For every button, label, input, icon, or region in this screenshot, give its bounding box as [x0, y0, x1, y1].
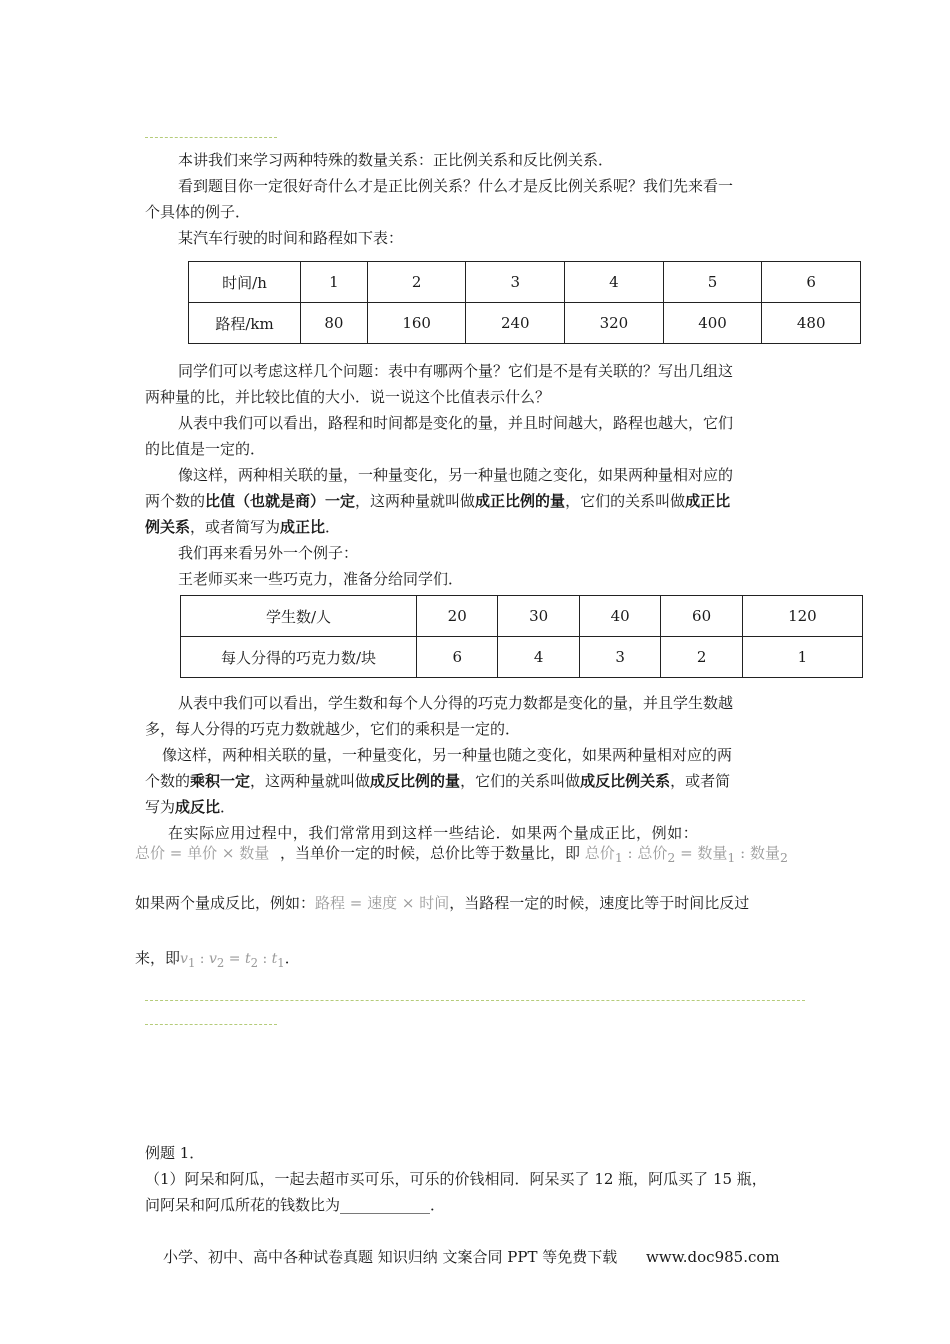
example-intro-2: 王老师买来一些巧克力，准备分给同学们．: [178, 570, 464, 588]
text: ．: [220, 798, 236, 816]
text: ．: [325, 518, 341, 536]
direct-observation-2: 的比值是一定的．: [145, 440, 266, 458]
time-distance-table: [188, 261, 861, 344]
footer-link[interactable]: www.doc985.com: [646, 1248, 780, 1266]
table-cell: 60: [661, 596, 742, 637]
direct-definition-1: 像这样，两种相关联的量，一种量变化，另一种量也随之变化，如果两种量相对应的: [178, 466, 734, 484]
key-term: 成正比: [685, 492, 731, 510]
math-subscript: 1: [614, 850, 623, 865]
direct-question-2: 两种量的比，并比较比值的大小．说一说这个比值表示什么？: [145, 388, 551, 406]
inverse-definition-1: 像这样，两种相关联的量，一种量变化，另一种量也随之变化，如果两种量相对应的两: [162, 746, 733, 764]
intro-paragraph-2a: 看到题目你一定很好奇什么才是正比例关系？什么才是反比例关系呢？我们先来看一: [178, 177, 734, 195]
text: ，这两种量就叫做: [250, 772, 371, 790]
text: ，或者简: [670, 772, 731, 790]
table-header-cell: 路程/km: [189, 303, 301, 344]
direct-definition-2: [145, 488, 730, 514]
text: 来，即: [135, 949, 181, 967]
formula-price-ratio: [584, 844, 788, 865]
math-term: 总价: [584, 844, 615, 862]
math-subscript: 2: [667, 850, 676, 865]
inverse-observation-2: 多，每人分得的巧克力数就越少，它们的乘积是一定的．: [145, 720, 521, 738]
table-cell: 6: [762, 262, 861, 303]
key-term: 成反比例关系: [580, 772, 671, 790]
table-cell: 30: [498, 596, 579, 637]
table-cell: 400: [663, 303, 762, 344]
inverse-observation-1: 从表中我们可以看出，学生数和每个人分得的巧克力数都是变化的量，并且学生数越: [178, 694, 734, 712]
footer-text: 小学、初中、高中各种试卷真题 知识归纳 文案合同 PPT 等免费下载: [163, 1248, 618, 1266]
intro-paragraph-2b: 个具体的例子．: [145, 203, 251, 221]
math-subscript: 2: [779, 850, 788, 865]
text: ．: [430, 1196, 446, 1214]
direct-observation-1: 从表中我们可以看出，路程和时间都是变化的量，并且时间越大，路程也越大，它们: [178, 414, 734, 432]
table-cell: 2: [367, 262, 466, 303]
table-cell: 2: [661, 637, 742, 678]
application-4: [135, 945, 300, 976]
table-cell: 5: [663, 262, 762, 303]
math-term: : 总价: [622, 844, 668, 862]
table-cell: 6: [417, 637, 498, 678]
example-title: 例题 1．: [145, 1144, 205, 1162]
text: ，当单价一定的时候，总价比等于数量比，即: [280, 844, 581, 862]
inverse-definition-3: [145, 794, 235, 820]
example-question-2: [145, 1192, 445, 1218]
application-2: [135, 840, 788, 871]
key-term: 例关系: [145, 518, 191, 536]
key-term: 成反比: [175, 798, 221, 816]
text: ，或者简写为: [190, 518, 281, 536]
text: ，这两种量就叫做: [355, 492, 476, 510]
direct-question-1: 同学们可以考虑这样几个问题：表中有哪两个量？它们是不是有关联的？写出几组这: [178, 362, 734, 380]
table-row: [181, 596, 863, 637]
table-cell: 40: [579, 596, 660, 637]
text: ，当路程一定的时候，速度比等于时间比反过: [449, 894, 750, 912]
table-cell: 3: [466, 262, 565, 303]
key-term: 成反比例的量: [370, 772, 461, 790]
formula-total-price: 总价 = 单价 × 数量: [135, 844, 270, 862]
table-cell: 480: [762, 303, 861, 344]
students-chocolate-table: [180, 595, 863, 678]
math-term: : 数量: [735, 844, 780, 862]
math-subscript: 1: [727, 850, 736, 865]
text: 问阿呆和阿瓜所花的钱数比为: [145, 1196, 341, 1214]
table-row: [189, 262, 861, 303]
key-term: 比值（也就是商）一定: [205, 492, 356, 510]
inverse-definition-2: [145, 768, 730, 794]
section-divider: [145, 1000, 805, 1001]
formula-distance: 路程 = 速度 × 时间: [315, 894, 450, 912]
section-divider-short: [145, 1024, 277, 1025]
application-3: [135, 890, 749, 916]
key-term: 乘积一定: [190, 772, 251, 790]
math-term: = 数量: [675, 844, 728, 862]
example-intro-1: 我们再来看另外一个例子：: [178, 544, 359, 562]
table-row: [189, 303, 861, 344]
table-cell: 80: [301, 303, 368, 344]
table-cell: 4: [565, 262, 664, 303]
application-1: 在实际应用过程中，我们常常用到这样一些结论．如果两个量成正比，例如：: [168, 824, 699, 842]
top-divider: [145, 137, 277, 138]
table-header-cell: 学生数/人: [181, 596, 417, 637]
answer-blank[interactable]: ____________: [340, 1196, 431, 1214]
intro-paragraph-3: 某汽车行驶的时间和路程如下表：: [178, 229, 404, 247]
text: 个数的: [145, 772, 191, 790]
direct-definition-3: [145, 514, 340, 540]
table-cell: 3: [579, 637, 660, 678]
table-cell: 120: [742, 596, 862, 637]
formula-speed-time-ratio: $v_1$ : $v_2 = t_2$ : $t_1$: [180, 951, 285, 970]
text: ，它们的关系叫做: [565, 492, 686, 510]
text: 写为: [145, 798, 176, 816]
table-cell: 1: [742, 637, 862, 678]
page-footer: [163, 1246, 780, 1267]
intro-paragraph-1: 本讲我们来学习两种特殊的数量关系：正比例关系和反比例关系．: [178, 151, 614, 169]
example-question-1: （1）阿呆和阿瓜，一起去超市买可乐，可乐的价钱相同．阿呆买了 12 瓶，阿瓜买了 15 瓶，: [145, 1170, 767, 1188]
table-cell: 1: [301, 262, 368, 303]
text: 如果两个量成反比，例如：: [135, 894, 316, 912]
table-cell: 160: [367, 303, 466, 344]
table-header-cell: 每人分得的巧克力数/块: [181, 637, 417, 678]
table-cell: 4: [498, 637, 579, 678]
text: ，它们的关系叫做: [460, 772, 581, 790]
table-cell: 320: [565, 303, 664, 344]
table-cell: 240: [466, 303, 565, 344]
text: ．: [284, 949, 300, 967]
table-row: [181, 637, 863, 678]
table-header-cell: 时间/h: [189, 262, 301, 303]
key-term: 成正比: [280, 518, 326, 536]
text: 两个数的: [145, 492, 206, 510]
table-cell: 20: [417, 596, 498, 637]
key-term: 成正比例的量: [475, 492, 566, 510]
